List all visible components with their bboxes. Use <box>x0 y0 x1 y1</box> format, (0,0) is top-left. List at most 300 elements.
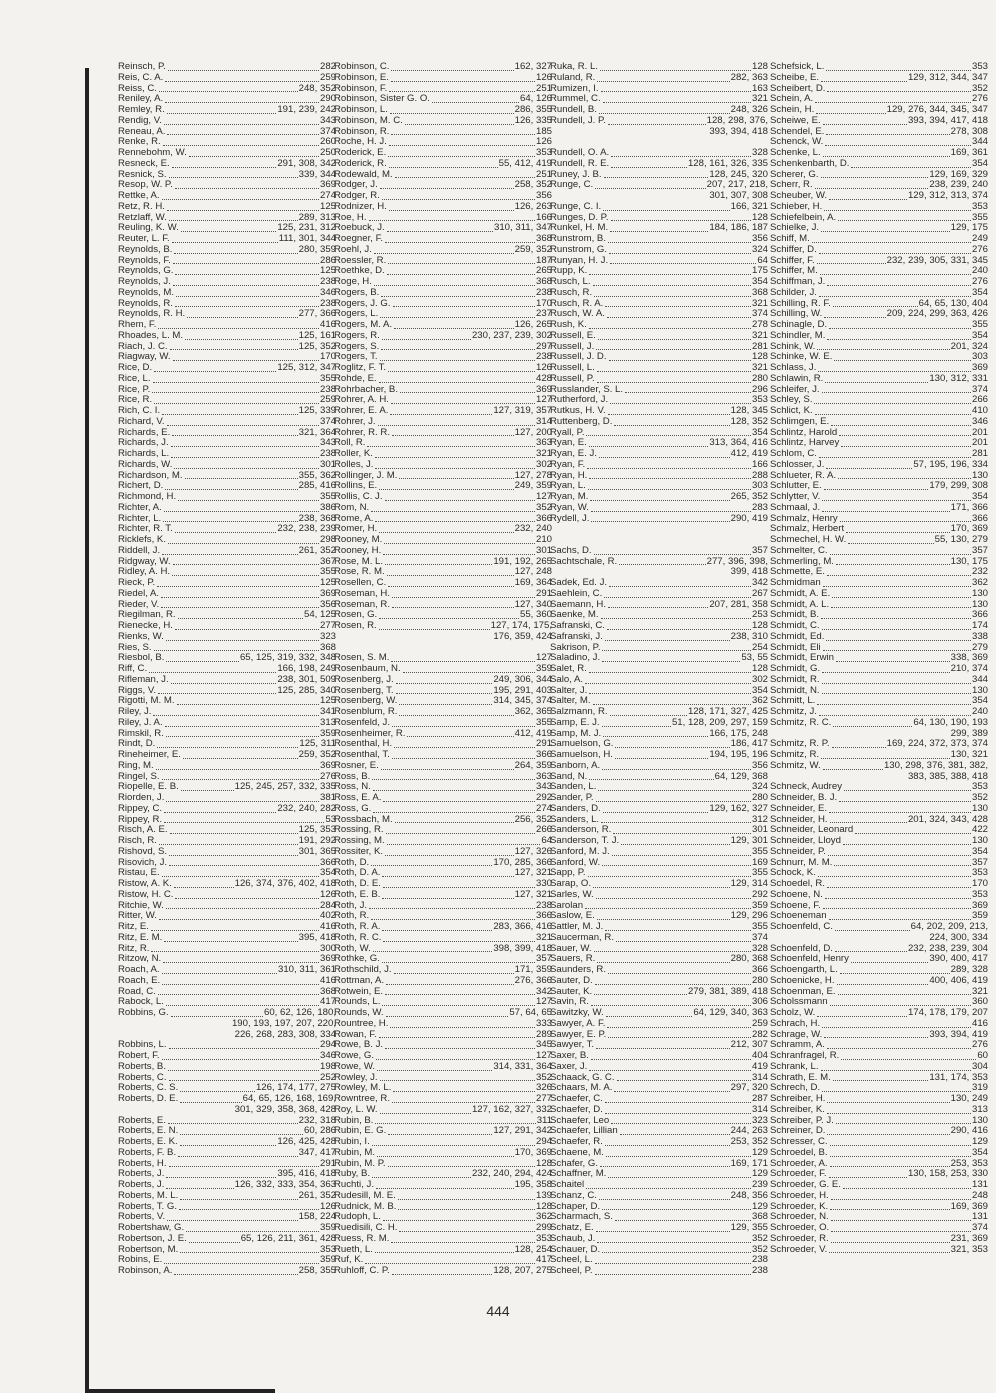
entry-name: Saslow, E. <box>550 911 595 922</box>
index-entry <box>770 868 988 879</box>
entry-name: Scheiwe, E. <box>770 115 821 126</box>
dot-leader <box>385 1048 535 1049</box>
entry-name: Riley, J. <box>118 707 152 717</box>
entry-name: Robertshaw, G. <box>118 1223 185 1233</box>
entry-pages: 276 <box>319 771 336 782</box>
entry-name: Scheuber, W. <box>770 191 828 201</box>
entry-pages: 343 <box>319 115 336 126</box>
index-entry <box>550 256 768 267</box>
entry-name: Schielke, J. <box>770 223 820 234</box>
entry-name: Roche, H. J. <box>334 137 387 148</box>
dot-leader <box>169 865 319 866</box>
index-entry <box>118 449 336 460</box>
entry-name: Runstrom, G. <box>550 244 608 255</box>
entry-name: Rogers, B. <box>334 287 380 298</box>
entry-pages: 412, 419 <box>730 449 768 459</box>
index-entry <box>550 868 768 879</box>
index-entry <box>118 804 336 815</box>
dot-leader <box>595 1274 751 1275</box>
dot-leader <box>375 457 535 458</box>
index-entry <box>118 213 336 224</box>
dot-leader <box>839 435 971 436</box>
entry-name: Ritchie, W. <box>118 900 164 911</box>
index-entry <box>118 1169 336 1180</box>
entry-name: Schaefer, Leo <box>550 1115 610 1126</box>
dot-leader <box>595 1263 751 1264</box>
dot-leader <box>161 597 319 598</box>
entry-name: Sauer, W. <box>550 943 592 954</box>
dot-leader <box>173 564 319 565</box>
index-entry <box>550 653 768 664</box>
dot-leader <box>608 414 730 415</box>
entry-name: Reneau, A. <box>118 126 166 137</box>
entry-pages: 357 <box>971 545 988 556</box>
entry-name: Schneider, B. J. <box>770 793 838 803</box>
entry-pages: 369 <box>971 900 988 911</box>
entry-pages: 60, 286 <box>303 1126 336 1137</box>
entry-name: Roach, E. <box>118 975 161 986</box>
entry-name: Schindler, M. <box>770 330 826 341</box>
index-entry <box>770 374 988 385</box>
dot-leader <box>827 339 971 340</box>
index-entry <box>334 1019 552 1030</box>
dot-leader <box>846 532 950 533</box>
entry-pages: 395, 416, 418 <box>277 1169 336 1180</box>
entry-pages: 352 <box>535 1072 552 1083</box>
index-entry <box>770 256 988 267</box>
index-entry <box>770 524 988 535</box>
entry-pages: 374 <box>319 126 336 137</box>
dot-leader <box>154 403 319 404</box>
entry-pages: 207, 281, 358 <box>709 599 768 610</box>
entry-pages: 266 <box>535 825 552 836</box>
entry-name: Rich, C. I. <box>118 406 161 416</box>
dot-leader <box>834 360 971 361</box>
entry-pages: 294 <box>319 1040 336 1051</box>
entry-pages: 175 <box>751 266 768 277</box>
entry-pages: 402 <box>319 911 336 922</box>
entry-pages: 250 <box>319 148 336 158</box>
index-entry <box>334 492 552 503</box>
entry-name: Rotwein, E. <box>334 986 384 997</box>
entry-name: Schlass, J. <box>770 363 817 373</box>
index-entry <box>334 277 552 288</box>
index-entry <box>118 772 336 783</box>
index-entry <box>770 1191 988 1202</box>
entry-pages: 369 <box>319 760 336 771</box>
entry-name: Schmidt, Eli <box>770 642 821 653</box>
entry-name: Riley, J. A. <box>118 717 163 728</box>
index-entry <box>118 1191 336 1202</box>
index-entry <box>770 1030 988 1041</box>
index-entry <box>334 449 552 460</box>
dot-leader <box>611 1123 751 1124</box>
dot-leader <box>152 392 319 393</box>
index-entry <box>118 1137 336 1148</box>
index-entry <box>334 1105 552 1116</box>
entry-name: Sanden, L. <box>550 782 597 793</box>
dot-leader <box>598 339 751 340</box>
dot-leader <box>373 951 493 952</box>
entry-pages: 64, 65, 130, 404 <box>918 298 988 309</box>
index-entry <box>118 1148 336 1159</box>
dot-leader <box>391 1242 535 1243</box>
dot-leader <box>166 1188 233 1189</box>
entry-name: Roberts, C. <box>118 1072 167 1083</box>
entry-name: Rogers, M. A. <box>334 320 393 330</box>
index-entry <box>334 213 552 224</box>
entry-pages: 393, 394, 419 <box>929 1029 988 1040</box>
dot-leader <box>616 941 751 942</box>
entry-pages: 186, 417 <box>730 739 768 750</box>
entry-pages: 130 <box>971 1115 988 1126</box>
entry-name: Salet, R. <box>550 664 587 674</box>
index-entry <box>770 1083 988 1094</box>
dot-leader <box>373 790 535 791</box>
index-entry <box>550 1137 768 1148</box>
index-entry <box>334 363 552 374</box>
entry-pages: 125, 231, 312 <box>277 223 336 234</box>
dot-leader <box>392 758 535 759</box>
entry-pages: 422 <box>971 825 988 836</box>
index-entry <box>118 352 336 363</box>
entry-pages: 259, 352 <box>514 244 552 255</box>
entry-pages: 130, 298, 376, 381, 382, <box>883 760 988 771</box>
dot-leader <box>827 1113 971 1114</box>
entry-pages: 64 <box>757 255 768 266</box>
dot-leader <box>602 661 740 662</box>
index-entry <box>550 417 768 428</box>
entry-pages: 195, 291, 403 <box>493 685 552 696</box>
entry-pages: 285, 416 <box>298 481 336 492</box>
index-entry <box>550 428 768 439</box>
entry-name: Schaper, D. <box>550 1201 601 1212</box>
entry-name: Schlawin, R. <box>770 373 824 384</box>
dot-leader <box>377 1156 514 1157</box>
index-entry <box>118 976 336 987</box>
index-entry <box>334 62 552 73</box>
entry-pages: 324 <box>751 244 768 255</box>
dot-leader <box>399 478 513 479</box>
index-entry <box>118 1234 336 1245</box>
dot-leader <box>605 1145 730 1146</box>
dot-leader <box>832 747 886 748</box>
entry-name: Risch, R. <box>118 836 157 846</box>
entry-name: Rosenberg, J. <box>334 674 394 685</box>
entry-name: Schlintz, Harold <box>770 427 838 438</box>
dot-leader <box>608 607 708 608</box>
dot-leader <box>381 296 535 297</box>
index-entry <box>334 1062 552 1073</box>
index-entry <box>334 1126 552 1137</box>
index-spacer <box>550 535 768 546</box>
entry-pages: 127 <box>535 1051 552 1061</box>
entry-pages: 279, 381, 389, 418 <box>687 986 768 997</box>
entry-name: Rohrer, E. A. <box>334 406 389 416</box>
entry-name: Riddell, J. <box>118 545 161 556</box>
dot-leader <box>609 360 751 361</box>
index-entry <box>118 288 336 299</box>
index-entry <box>118 729 336 740</box>
dot-leader <box>389 210 514 211</box>
entry-name: Schlytter, V. <box>770 492 821 502</box>
dot-leader <box>601 822 751 823</box>
dot-leader <box>831 1242 950 1243</box>
entry-name: Rieder, V. <box>118 599 160 610</box>
entry-pages: 314, 331, 364 <box>493 1061 552 1072</box>
entry-name: Schinagle, D. <box>770 320 828 330</box>
entry-pages: 129, 162, 327 <box>709 803 768 814</box>
dot-leader <box>608 1177 751 1178</box>
entry-pages: 359 <box>971 911 988 922</box>
index-entry <box>334 600 552 611</box>
entry-pages: 187 <box>535 255 552 266</box>
dot-leader <box>608 973 751 974</box>
entry-name: Schmitz, R. C. <box>770 717 832 728</box>
entry-pages: 128 <box>751 621 768 631</box>
dot-leader <box>829 199 907 200</box>
entry-name: Robert, F. <box>118 1051 160 1061</box>
dot-leader <box>399 704 492 705</box>
index-entry <box>550 911 768 922</box>
entry-pages: 127, 321 <box>514 868 552 879</box>
dot-leader <box>825 898 971 899</box>
index-entry <box>770 320 988 331</box>
entry-pages: 390, 400, 417 <box>929 954 988 965</box>
dot-leader <box>606 1156 751 1157</box>
entry-name: Riesbol, B. <box>118 653 165 664</box>
entry-pages: 238 <box>535 287 552 298</box>
entry-name: Schleifer, J. <box>770 384 820 395</box>
entry-name: Schaefer, C. <box>550 1094 603 1104</box>
index-entry <box>770 557 988 568</box>
index-entry <box>770 137 988 148</box>
dot-leader <box>170 833 298 834</box>
entry-name: Ryan, F. <box>550 459 586 470</box>
index-entry <box>334 793 552 804</box>
entry-pages: 344 <box>971 137 988 148</box>
dot-leader <box>168 70 319 71</box>
entry-pages: 356 <box>751 234 768 244</box>
entry-pages: 232, 239, 305, 331, 345 <box>886 255 988 266</box>
entry-name: Retz, R. H. <box>118 201 165 212</box>
index-entry <box>550 997 768 1008</box>
dot-leader <box>826 468 912 469</box>
dot-leader <box>388 1134 492 1135</box>
entry-pages: 198 <box>319 1061 336 1072</box>
dot-leader <box>604 177 709 178</box>
index-entry <box>770 277 988 288</box>
dot-leader <box>815 414 971 415</box>
dot-leader <box>388 156 535 157</box>
dot-leader <box>848 543 933 544</box>
dot-leader <box>593 285 751 286</box>
index-entry-continuation <box>770 729 988 740</box>
entry-pages: 368 <box>319 986 336 997</box>
dot-leader <box>158 994 319 995</box>
entry-pages: 374 <box>751 932 768 943</box>
entry-pages: 64, 126 <box>519 94 552 105</box>
dot-leader <box>393 306 535 307</box>
entry-pages: 169, 369 <box>950 1201 988 1212</box>
index-entry <box>550 352 768 363</box>
entry-name: Roach, A. <box>118 965 160 975</box>
dot-leader <box>855 833 971 834</box>
index-entry <box>118 385 336 396</box>
entry-name: Schaub, J. <box>550 1233 596 1244</box>
entry-pages: 232, 318 <box>298 1115 336 1126</box>
index-entry <box>770 514 988 525</box>
index-entry <box>118 223 336 234</box>
entry-pages: 251 <box>535 169 552 180</box>
entry-name: Saladino, J. <box>550 653 601 664</box>
dot-leader <box>164 511 319 512</box>
index-entry <box>770 739 988 750</box>
index-entry <box>334 342 552 353</box>
entry-pages: 412, 419 <box>514 728 552 739</box>
index-entry <box>550 632 768 643</box>
entry-pages: 321 <box>535 932 552 943</box>
entry-pages: 239 <box>751 1180 768 1190</box>
index-entry <box>118 202 336 213</box>
entry-name: Schein, A. <box>770 94 814 105</box>
dot-leader <box>392 726 535 727</box>
entry-pages: 410 <box>971 406 988 416</box>
entry-name: Schreiner, D. <box>770 1126 826 1137</box>
entry-pages: 353 <box>971 62 988 72</box>
dot-leader <box>383 941 535 942</box>
dot-leader <box>385 564 492 565</box>
dot-leader <box>823 769 883 770</box>
entry-name: Schink, W. <box>770 341 816 352</box>
entry-pages: 353 <box>971 889 988 900</box>
entry-name: Ryan, L. <box>550 481 586 492</box>
entry-pages: 126, 332, 333, 354, 363 <box>234 1180 336 1190</box>
entry-pages: 125, 352 <box>298 341 336 352</box>
entry-pages: 374 <box>751 309 768 320</box>
dot-leader <box>600 1166 730 1167</box>
entry-pages: 301, 365 <box>298 846 336 857</box>
dot-leader <box>596 801 751 802</box>
index-entry <box>334 1137 552 1148</box>
index-entry <box>334 524 552 535</box>
entry-name: Rabock, L. <box>118 997 164 1008</box>
dot-leader <box>189 156 319 157</box>
index-entry <box>334 718 552 729</box>
dot-leader <box>169 1080 319 1081</box>
entry-pages: 355 <box>751 922 768 932</box>
index-entry <box>550 1105 768 1116</box>
dot-leader <box>823 156 950 157</box>
dot-leader <box>393 1091 535 1092</box>
entry-pages: 128 <box>535 1201 552 1212</box>
entry-name: Roth, E. B. <box>334 889 381 900</box>
entry-pages: 129, 296 <box>730 911 768 922</box>
index-entry <box>550 1094 768 1105</box>
dot-leader <box>154 650 319 651</box>
entry-name: Rush, K. <box>550 320 587 330</box>
dot-leader <box>607 629 751 630</box>
index-entry <box>118 524 336 535</box>
entry-pages: 279 <box>971 642 988 653</box>
entry-name: Roethke, D. <box>334 266 385 277</box>
entry-pages: 383, 385, 388, 418 <box>907 771 988 782</box>
entry-name: Sarap, O. <box>550 879 592 889</box>
index-entry <box>118 643 336 654</box>
index-entry <box>770 567 988 578</box>
index-entry-continuation <box>118 1105 336 1116</box>
dot-leader <box>839 801 971 802</box>
dot-leader <box>178 618 303 619</box>
index-entry <box>118 1073 336 1084</box>
dot-leader <box>836 661 950 662</box>
entry-name: Richter, R. T. <box>118 524 173 535</box>
index-entry <box>770 266 988 277</box>
entry-pages: 404 <box>751 1051 768 1061</box>
dot-leader <box>827 575 971 576</box>
dot-leader <box>396 693 493 694</box>
index-entry <box>550 288 768 299</box>
dot-leader <box>585 908 751 909</box>
entry-name: Ryall, P. <box>550 427 585 438</box>
dot-leader <box>594 296 751 297</box>
entry-pages: 232, 240, 282 <box>277 803 336 814</box>
entry-name: Roderick, R. <box>334 158 387 169</box>
entry-pages: 170 <box>319 352 336 363</box>
dot-leader <box>179 1209 319 1210</box>
entry-name: Rubin, E. G. <box>334 1126 387 1137</box>
entry-name: Schroeder, G. E. <box>770 1180 841 1190</box>
dot-leader <box>173 263 319 264</box>
dot-leader <box>598 790 751 791</box>
index-entry <box>550 761 768 772</box>
index-entry-continuation <box>334 632 552 643</box>
entry-name: Reynolds, R. <box>118 298 173 309</box>
entry-pages: 130, 321 <box>950 750 988 760</box>
index-entry <box>550 180 768 191</box>
entry-name: Roegner, F. <box>334 234 384 244</box>
dot-leader <box>830 822 907 823</box>
dot-leader <box>817 1016 907 1017</box>
index-entry <box>770 1105 988 1116</box>
index-entry <box>334 514 552 525</box>
entry-name: Robinson, E. <box>334 72 389 83</box>
entry-name: Schranfragel, R. <box>770 1051 840 1061</box>
entry-name: Richard, V. <box>118 416 165 427</box>
dot-leader <box>822 693 971 694</box>
entry-name: Rumizen, I. <box>550 83 599 94</box>
entry-name: Rogers, S. <box>334 341 380 352</box>
dot-leader <box>167 134 319 135</box>
entry-name: Schmechel, H. W. <box>770 535 847 545</box>
entry-pages: 354 <box>971 696 988 707</box>
index-entry <box>770 793 988 804</box>
entry-name: Rohrbacher, B. <box>334 384 398 395</box>
dot-leader <box>405 124 514 125</box>
entry-pages: 128 <box>535 1158 552 1169</box>
dot-leader <box>823 586 971 587</box>
entry-name: Schaack, G. C. <box>550 1072 615 1083</box>
dot-leader <box>158 693 276 694</box>
index-entry <box>550 385 768 396</box>
entry-name: Rice, R. <box>118 395 153 406</box>
dot-leader <box>822 511 950 512</box>
entry-name: Roessler, R. <box>334 255 387 266</box>
entry-name: Rooney, M. <box>334 535 383 545</box>
entry-pages: 249, 359 <box>514 481 552 492</box>
index-entry <box>334 1148 552 1159</box>
entry-pages: 261, 352 <box>298 1190 336 1201</box>
